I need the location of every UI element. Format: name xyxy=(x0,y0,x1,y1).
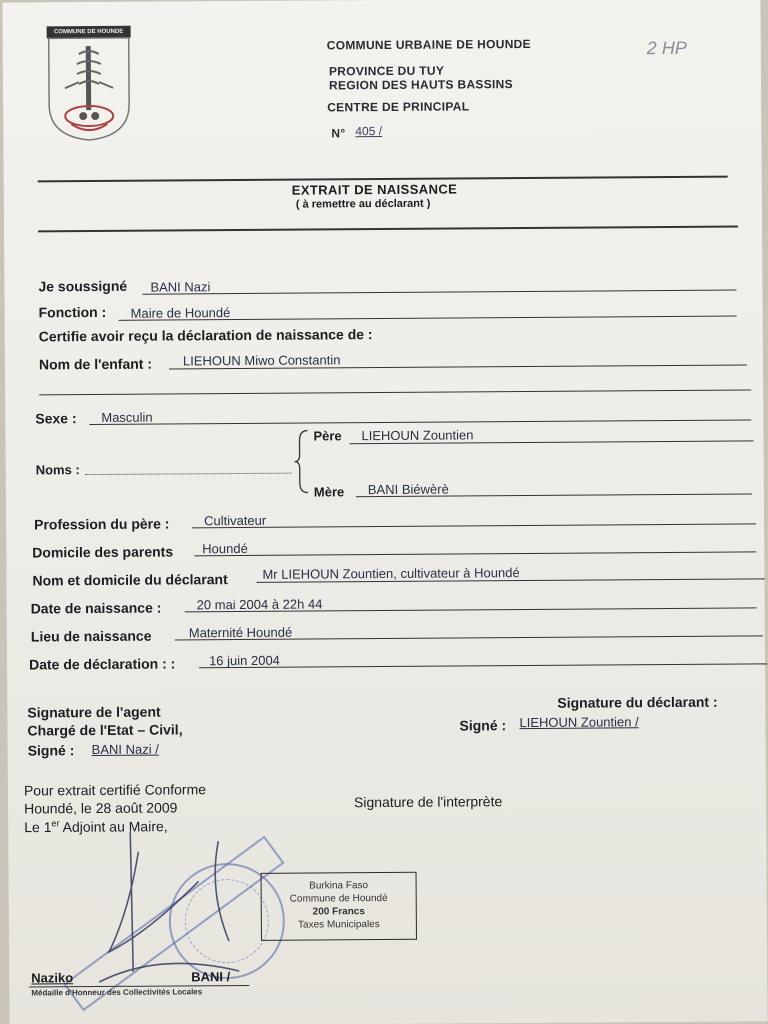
record-number-value: 405 / xyxy=(355,124,383,139)
commune-name: COMMUNE URBAINE DE HOUNDE xyxy=(326,36,531,53)
sexe-rule xyxy=(89,419,751,425)
record-number-label: N° xyxy=(331,126,346,141)
date-naissance-value: 20 mai 2004 à 22h 44 xyxy=(196,596,323,613)
certification-line3: Le 1er Adjoint au Maire, xyxy=(24,818,168,836)
soussigne-rule xyxy=(142,290,736,295)
province-name: PROVINCE DU TUY xyxy=(328,63,445,79)
enfant-extra-rule xyxy=(39,389,751,395)
profession-label: Profession du père : xyxy=(34,515,170,533)
handwritten-signature-icon xyxy=(78,821,279,992)
footer-name-right: BANI / xyxy=(191,969,231,985)
certifie-text: Certifie avoir reçu la déclaration de naissance de : xyxy=(38,326,373,345)
title-bottom-rule xyxy=(38,226,738,233)
tax-stamp xyxy=(261,872,417,941)
certification-line1: Pour extrait certifié Conforme xyxy=(23,781,207,799)
interprete-signature: Signature de l'interprète xyxy=(353,793,503,811)
sexe-label: Sexe : xyxy=(35,410,77,427)
document-subtitle: ( à remettre au déclarant ) xyxy=(295,197,431,211)
domicile-label: Domicile des parents xyxy=(32,543,174,561)
tax-stamp-amount: 200 Francs xyxy=(312,906,365,918)
document-title: EXTRAIT DE NAISSANCE xyxy=(291,181,458,198)
birth-certificate-document xyxy=(2,0,767,1024)
date-declaration-value: 16 juin 2004 xyxy=(208,652,280,669)
footer-name-left: Naziko xyxy=(31,970,74,986)
agent-signature-role: Chargé de l'Etat – Civil, xyxy=(27,721,183,739)
pere-value: LIEHOUN Zountien xyxy=(361,427,474,444)
agent-signe-label: Signé : xyxy=(27,742,75,759)
noms-label: Noms : xyxy=(35,462,80,478)
lieu-label: Lieu de naissance xyxy=(30,627,152,645)
fonction-value: Maire de Houndé xyxy=(130,305,231,321)
declarant-signature-title: Signature du déclarant : xyxy=(557,693,718,711)
tax-stamp-commune: Commune de Houndé xyxy=(289,892,388,905)
lieu-value: Maternité Houndé xyxy=(188,624,293,641)
emblem-banner: COMMUNE DE HOUNDE xyxy=(47,26,131,39)
declarant-signe-value: LIEHOUN Zountien / xyxy=(519,714,639,731)
mere-label: Mère xyxy=(313,484,345,500)
domicile-rule xyxy=(194,551,756,556)
mere-value: BANI Biéwèrè xyxy=(367,481,449,498)
enfant-value: LIEHOUN Miwo Constantin xyxy=(182,352,341,369)
tax-stamp-type: Taxes Municipales xyxy=(297,919,380,931)
tax-stamp-country: Burkina Faso xyxy=(309,880,369,892)
fonction-label: Fonction : xyxy=(38,303,107,321)
enfant-label: Nom de l'enfant : xyxy=(38,355,153,373)
sexe-value: Masculin xyxy=(101,409,153,425)
declarant-value: Mr LIEHOUN Zountien, cultivateur à Houndé xyxy=(262,565,520,582)
domicile-value: Houndé xyxy=(202,540,248,557)
footer-medal: Médaille d'Honneur des Collectivités Locales xyxy=(31,987,203,998)
margin-note: 2 HP xyxy=(646,37,687,59)
pere-label: Père xyxy=(313,428,342,444)
centre-name: CENTRE DE PRINCIPAL xyxy=(327,99,470,115)
soussigne-value: BANI Nazi xyxy=(150,279,211,295)
date-declaration-rule xyxy=(199,663,767,668)
region-name: REGION DES HAUTS BASSINS xyxy=(328,77,513,93)
declarant-label: Nom et domicile du déclarant xyxy=(32,571,228,589)
agent-signe-value: BANI Nazi / xyxy=(91,741,159,758)
agent-signature-title: Signature de l'agent xyxy=(27,703,161,721)
profession-value: Cultivateur xyxy=(204,512,267,529)
commune-emblem xyxy=(43,24,136,145)
certification-line2: Houndé, le 28 août 2009 xyxy=(24,799,178,817)
noms-dotted-rule xyxy=(86,473,292,475)
date-declaration-label: Date de déclaration : : xyxy=(29,655,176,673)
soussigne-label: Je soussigné xyxy=(38,277,128,295)
brace-icon xyxy=(293,429,309,495)
emblem-crest-icon xyxy=(43,24,136,145)
profession-rule xyxy=(192,523,756,528)
date-naissance-label: Date de naissance : xyxy=(30,599,162,617)
declarant-signe-label: Signé : xyxy=(459,717,507,734)
